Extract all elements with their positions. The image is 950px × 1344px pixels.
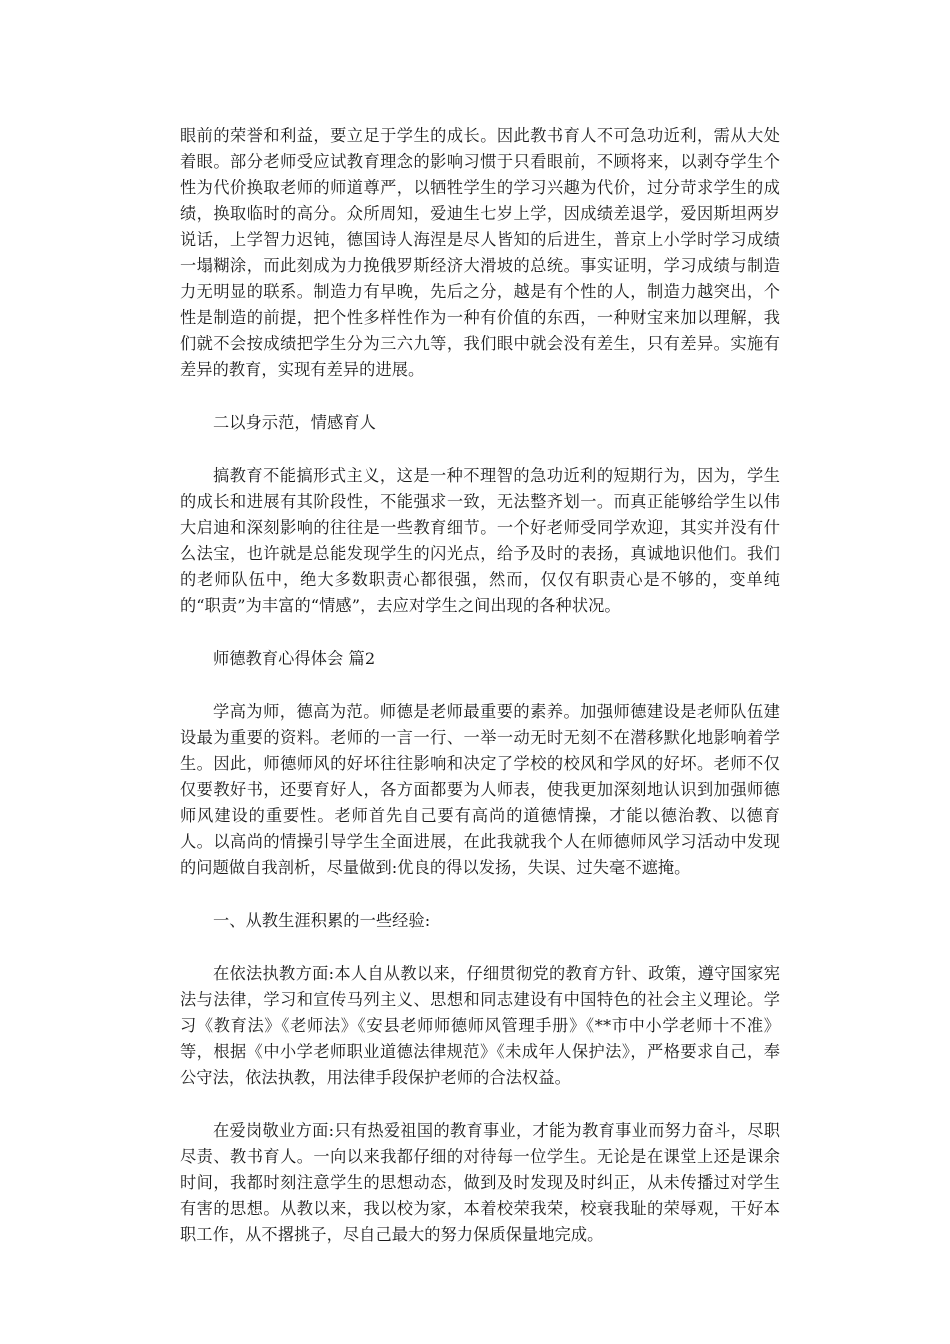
spacer [180,1091,780,1118]
paragraph-dedication: 在爱岗敬业方面:只有热爱祖国的教育事业，才能为教育事业而努力奋斗，尽职尽责、教书育人。一向以来我都仔细的对待每一位学生。无论是在课堂上还是课余时间，我都时刻注意学生的思想动态，做到及时发现及时纠正，从未传播过对学生有害的思想。从教以来，我以校为家，本着校荣我荣，校衰我耻的荣辱观，干好本职工作，从不撂挑子，尽自己最大的努力保质保量地完成。 [180,1121,780,1244]
experience-heading: 一、从教生涯积累的一些经验: [213,911,431,930]
spacer [180,436,780,463]
part-heading-2: 师德教育心得体会 篇2 [213,649,376,668]
paragraph-section-2: 搞教育不能搞形式主义，这是一种不理智的急功近利的短期行为，因为，学生的成长和进展有其阶段性，不能强求一致，无法整齐划一。而真正能够给学生以伟大启迪和深刻影响的往往是一些教育细节。一个好老师受同学欢迎，其实并没有什么法宝，也许就是总能发现学生的闪光点，给予及时的表扬，真诚地识他们。我们的老师队伍中，绝大多数职责心都很强，然而，仅仅有职责心是不够的，变单纯的“职责”为丰富的“情感”，去应对学生之间出现的各种状况。 [180,466,780,615]
paragraph-intro: 眼前的荣誉和利益，要立足于学生的成长。因此教书育人不可急功近利，需从大处着眼。部分老师受应试教育理念的影响习惯于只看眼前，不顾将来，以剥夺学生个性为代价换取老师的师道尊严，以牺牲学生的学习兴趣为代价，过分苛求学生的成绩，换取临时的高分。众所周知，爱迪生七岁上学，因成绩差退学，爱因斯坦两岁说话，上学智力迟钝，德国诗人海涅是尽人皆知的后进生，普京上小学时学习成绩一塌糊涂，而此刻成为力挽俄罗斯经济大滑坡的总统。事实证明，学习成绩与制造力无明显的联系。制造力有早晚，先后之分，越是有个性的人，制造力越突出，个性是制造的前提，把个性多样性作为一种有价值的东西，一种财宝来加以理解，我们就不会按成绩把学生分为三六九等，我们眼中就会没有差生，只有差异。实施有差异的教育，实现有差异的进展。 [180,126,780,379]
spacer [180,881,780,908]
document-body [180,123,780,1248]
spacer [180,934,780,961]
spacer [180,619,780,646]
paragraph-law: 在依法执教方面:本人自从教以来，仔细贯彻党的教育方针、政策，遵守国家宪法与法律，学习和宣传马列主义、思想和同志建设有中国特色的社会主义理论。学习《教育法》《老师法》《安县老师师德师风管理手册》《**市中小学老师十不准》等，根据《中小学老师职业道德法律规范》《未成年人保护法》，严格要求自己，奉公守法，依法执教，用法律手段保护老师的合法权益。 [180,964,780,1087]
spacer [180,672,780,699]
section-heading-2: 二以身示范，情感育人 [213,413,376,432]
spacer [180,383,780,410]
paragraph-part-2: 学高为师，德高为范。师德是老师最重要的素养。加强师德建设是老师队伍建设最为重要的资料。老师的一言一行、一举一动无时无刻不在潜移默化地影响着学生。因此，师德师风的好坏往往影响和决定了学校的校风和学风的好坏。老师不仅仅要教好书，还要育好人，各方面都要为人师表，使我更加深刻地认识到加强师德师风建设的重要性。老师首先自己要有高尚的道德情操，才能以德治教、以德育人。以高尚的情操引导学生全面进展，在此我就我个人在师德师风学习活动中发现的问题做自我剖析，尽量做到:优良的得以发扬，失误、过失毫不遮掩。 [180,702,780,877]
